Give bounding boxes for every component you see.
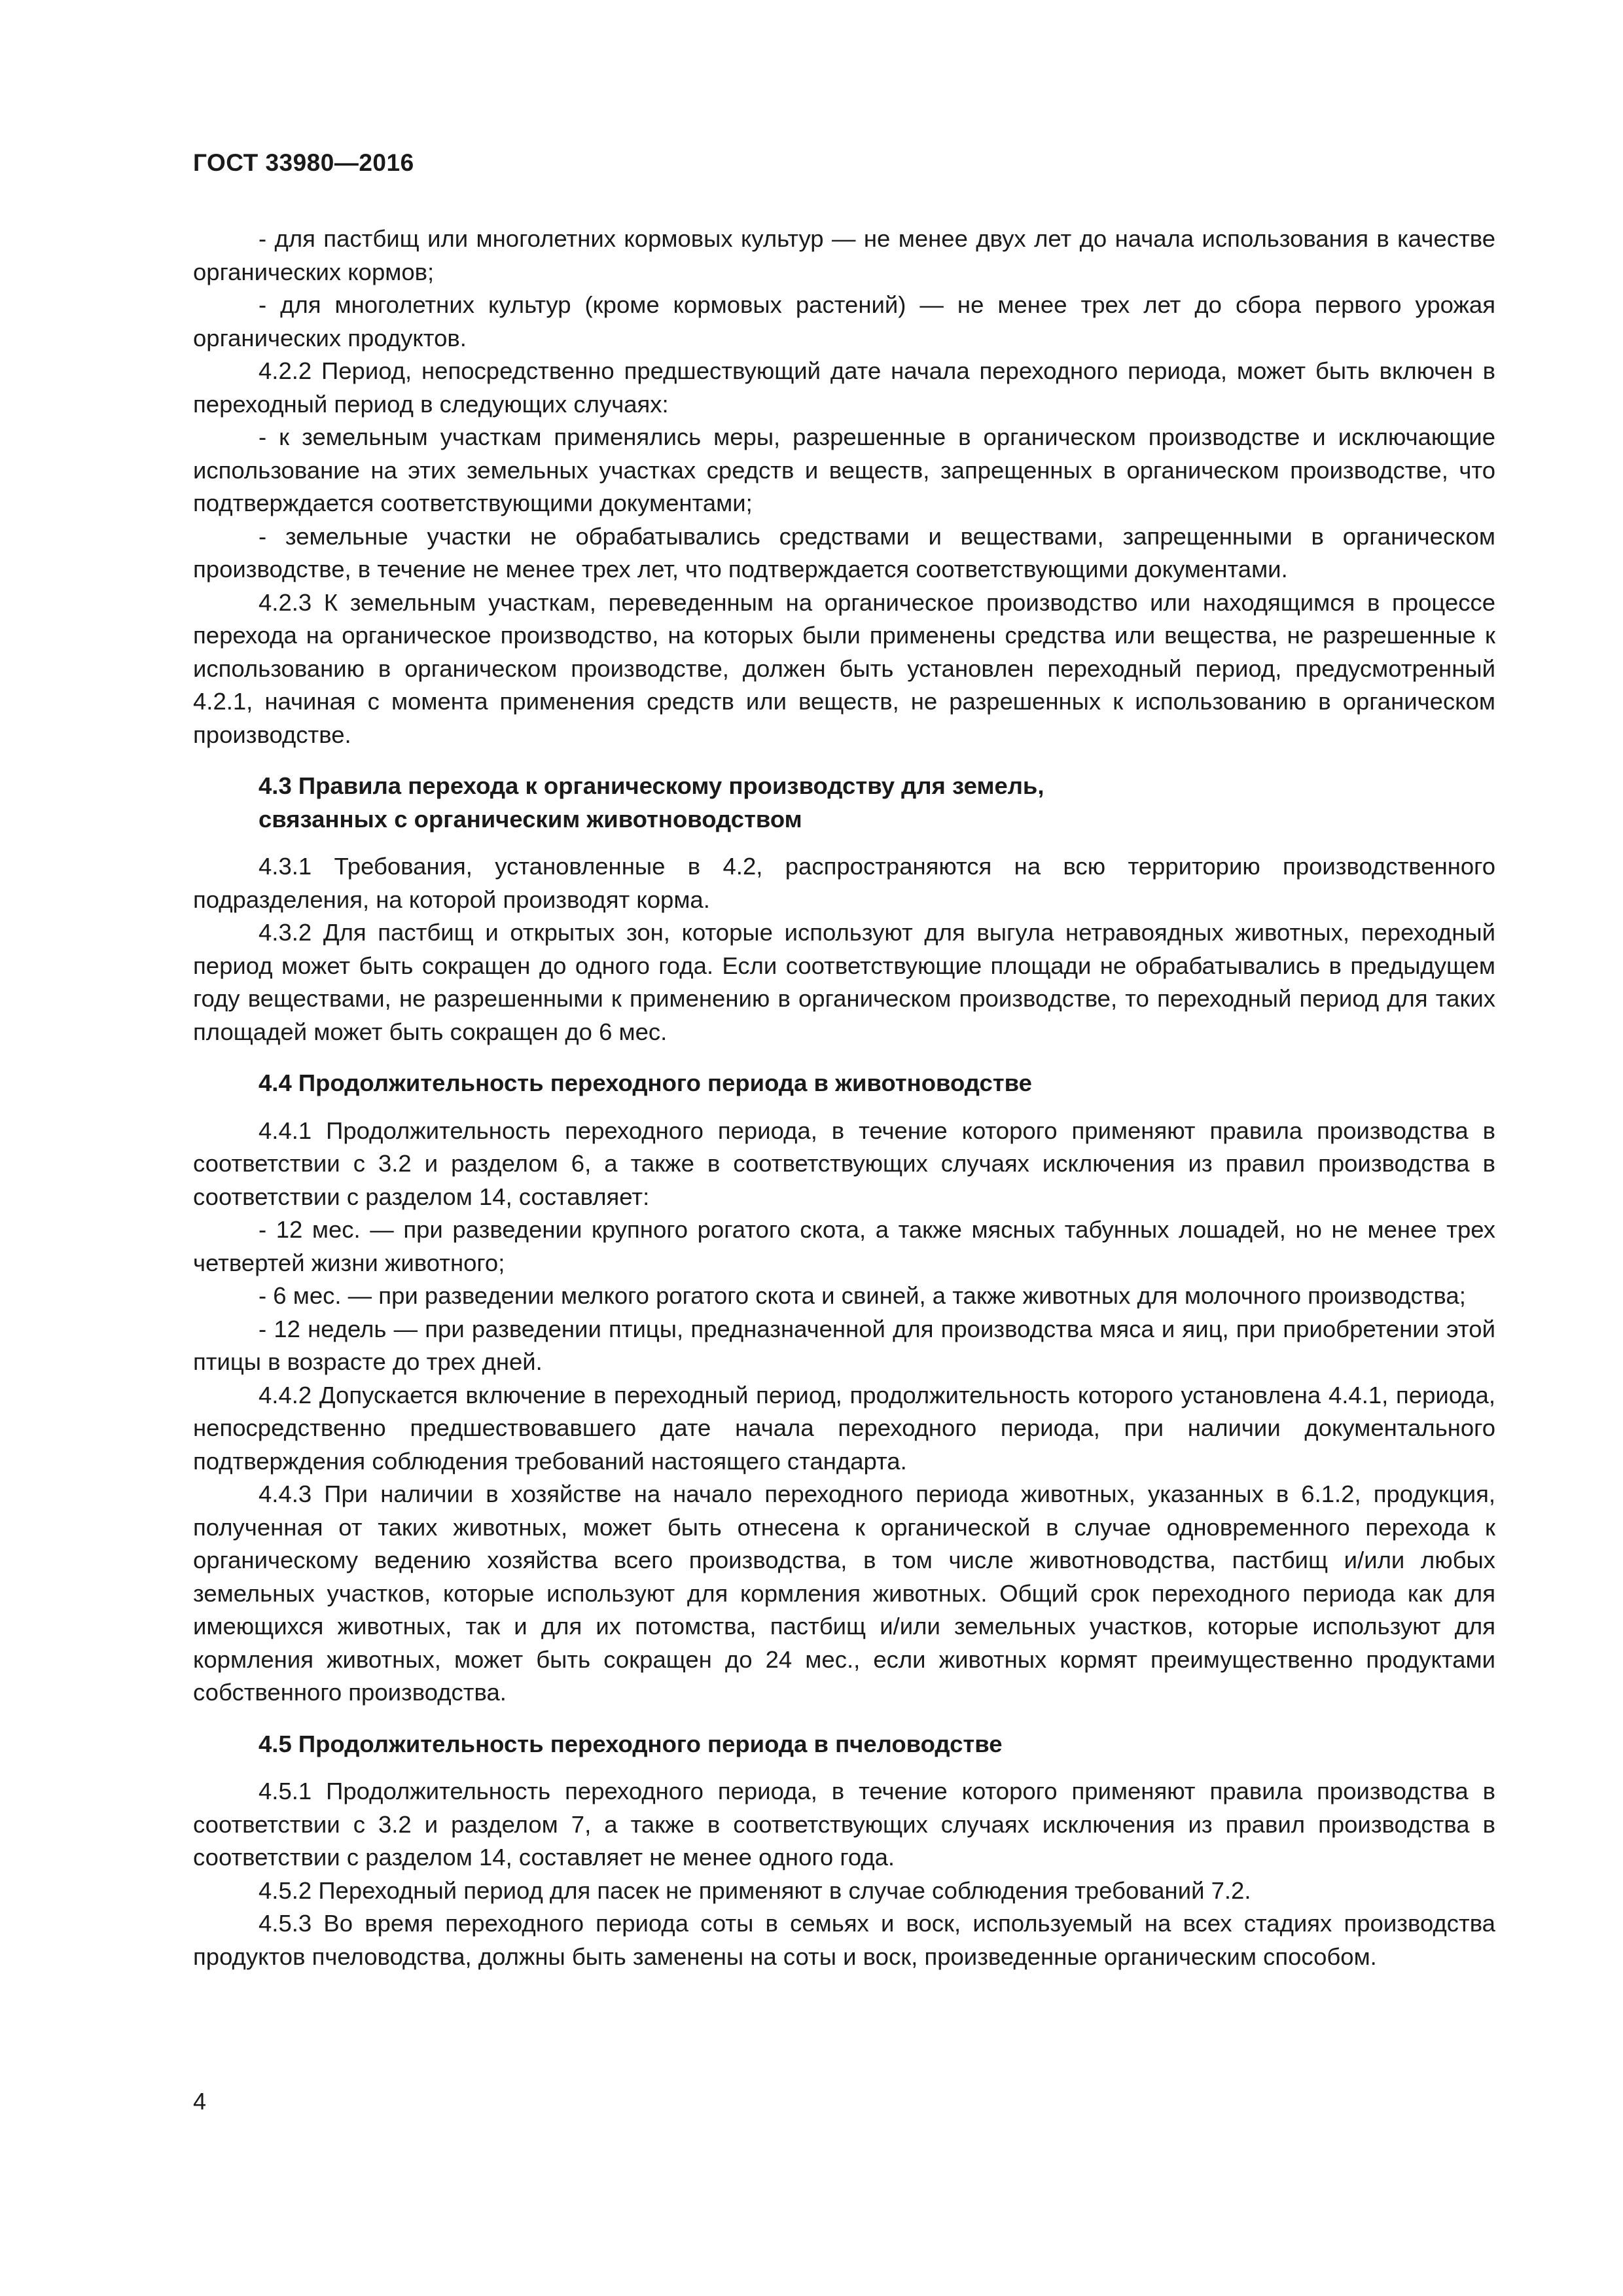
paragraph: - для пастбищ или многолетних кормовых культур — не менее двух лет до начала использования в качестве органических кормов; bbox=[193, 225, 1495, 285]
paragraph: - 6 мес. — при разведении мелкого рогатого скота и свиней, а также животных для молочного производства; bbox=[259, 1282, 1466, 1309]
paragraph: 4.5.1 Продолжительность переходного периода, в течение которого применяют правила производства в соответствии с 3.2 и разделом 7, а также в соответствующих случаях исключения из правил производства в соответствии с разделом 14, составляет не менее одного года. bbox=[193, 1778, 1495, 1871]
paragraph: - 12 недель — при разведении птицы, предназначенной для производства мяса и яиц, при приобретении этой птицы в возрасте до трех дней. bbox=[193, 1315, 1495, 1375]
paragraph: 4.5.2 Переходный период для пасек не применяют в случае соблюдения требований 7.2. bbox=[259, 1876, 1251, 1904]
paragraph: 4.2.3 К земельным участкам, переведенным на органическое производство или находящимся в процессе перехода на органическое производство, на которых были применены средства или вещества, не разрешенные к использованию в органическом производстве, должен быть установлен переходный период, предусмотренный 4.2.1, начиная с момента применения средств или веществ, не разрешенных к использованию в органическом производстве. bbox=[193, 588, 1495, 748]
section-heading-4-4: 4.4 Продолжительность переходного периода в животноводстве bbox=[259, 1069, 1032, 1096]
section-heading-line: связанных с органическим животноводством bbox=[259, 805, 802, 833]
paragraph: - 12 мес. — при разведении крупного рогатого скота, а также мясных табунных лошадей, но не менее трех четвертей жизни животного; bbox=[193, 1216, 1495, 1276]
paragraph: - для многолетних культур (кроме кормовых растений) — не менее трех лет до сбора первого урожая органических продуктов. bbox=[193, 291, 1495, 351]
standard-header: ГОСТ 33980—2016 bbox=[193, 149, 414, 176]
paragraph: - земельные участки не обрабатывались средствами и веществами, запрещенными в органическом производстве, в течение не менее трех лет, что подтверждается соответствующими документами. bbox=[193, 522, 1495, 583]
paragraph: 4.4.1 Продолжительность переходного периода, в течение которого применяют правила производства в соответствии с 3.2 и разделом 6, а также в соответствующих случаях исключения из правил производства в соответствии с разделом 14, составляет: bbox=[193, 1117, 1495, 1210]
paragraph: - к земельным участкам применялись меры, разрешенные в органическом производстве и исключающие использование на этих земельных участках средств и веществ, запрещенных в органическом производстве, что подтверждается соответствующими документами; bbox=[193, 423, 1495, 516]
document-page bbox=[193, 0, 1495, 2296]
paragraph: 4.5.3 Во время переходного периода соты в семьях и воск, используемый на всех стадиях производства продуктов пчеловодства, должны быть заменены на соты и воск, произведенные органическим способом. bbox=[193, 1910, 1495, 1970]
section-heading-4-5: 4.5 Продолжительность переходного периода в пчеловодстве bbox=[259, 1730, 1003, 1757]
document-body bbox=[193, 223, 1495, 1973]
paragraph: 4.3.1 Требования, установленные в 4.2, распространяются на всю территорию производственного подразделения, на которой производят корма. bbox=[193, 853, 1495, 913]
paragraph: 4.2.2 Период, непосредственно предшествующий дате начала переходного периода, может быть включен в переходный период в следующих случаях: bbox=[193, 357, 1495, 418]
paragraph: 4.4.3 При наличии в хозяйстве на начало переходного периода животных, указанных в 6.1.2, продукция, полученная от таких животных, может быть отнесена к органической в случае одновременного перехода к органическому ведению хозяйства всего производства, в том числе животноводства, пастбищ и/или любых земельных участков, которые используют для кормления животных. Общий срок переходного периода как для имеющихся животных, так и для их потомства, пастбищ и/или земельных участков, которые используют для кормления животных, может быть сокращен до 24 мес., если животных кормят преимущественно продуктами собственного производства. bbox=[193, 1480, 1495, 1706]
section-heading-4-3 bbox=[193, 770, 1495, 836]
section-heading-line: 4.3 Правила перехода к органическому производству для земель, bbox=[259, 772, 1044, 799]
paragraph: 4.4.2 Допускается включение в переходный период, продолжительность которого установлена 4.4.1, периода, непосредственно предшествовавшего дате начала переходного периода, при наличии документального подтверждения соблюдения требований настоящего стандарта. bbox=[193, 1381, 1495, 1475]
paragraph: 4.3.2 Для пастбищ и открытых зон, которые используют для выгула нетравоядных животных, переходный период может быть сокращен до одного года. Если соответствующие площади не обрабатывались в предыдущем году веществами, не разрешенными к применению в органическом производстве, то переходный период для таких площадей может быть сокращен до 6 мес. bbox=[193, 919, 1495, 1045]
page-number: 4 bbox=[193, 2088, 207, 2115]
